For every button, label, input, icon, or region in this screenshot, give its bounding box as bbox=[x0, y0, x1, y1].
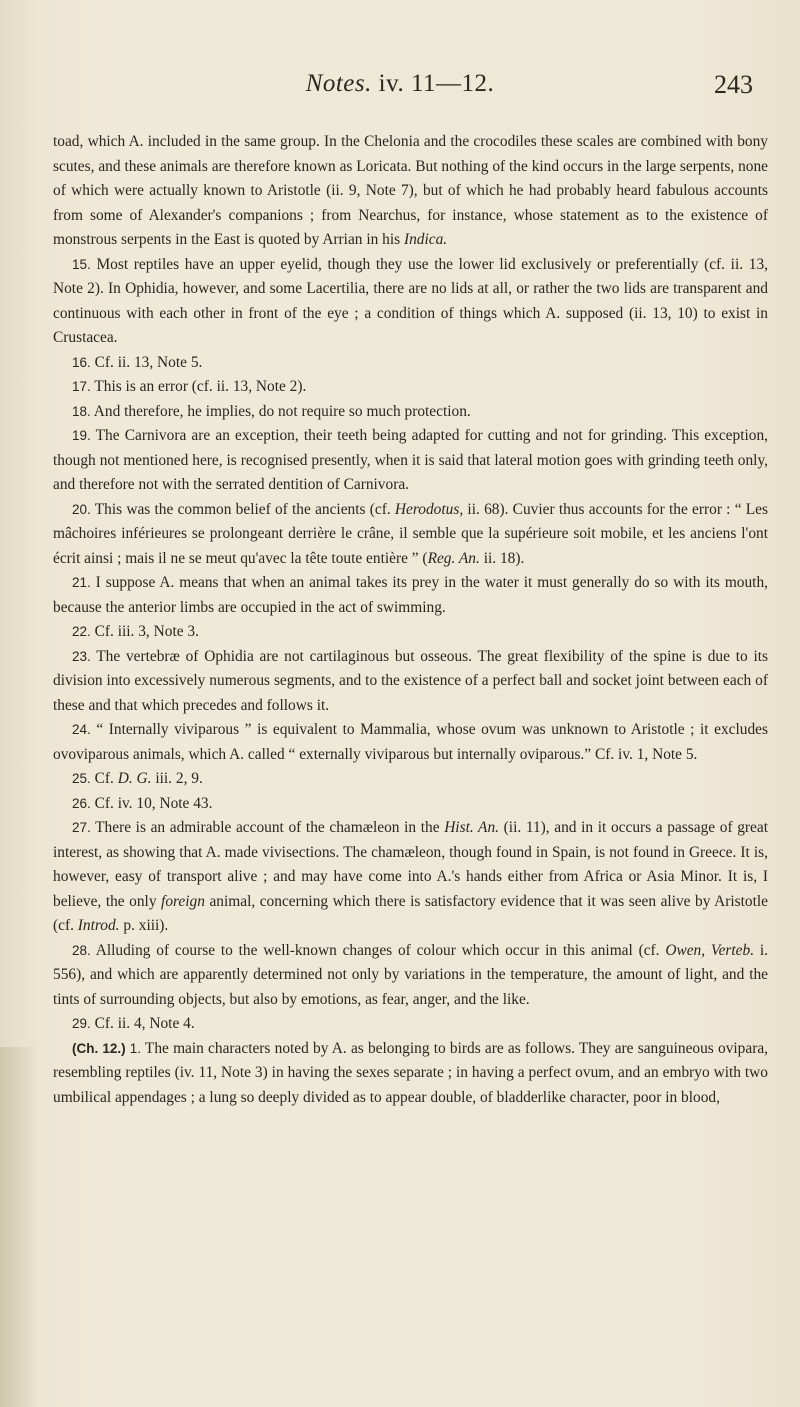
note-text: I suppose A. means that when an animal takes its prey in the water it must generally do so with its mouth, because the anterior limbs are occupied in the act of swimming. bbox=[53, 574, 768, 616]
note-text: (ii. 11), and in it occurs a passage of great interest, as showing that A. made vivisections. The chamæleon, though found in Spain, is not found in Greece. It is, however, easy of transport alive ; and may have come into A.'s hands either from Africa or Asia Minor. It is, I believe, the only bbox=[53, 819, 768, 910]
note-italic: Reg. An. bbox=[427, 549, 480, 567]
note-italic: Introd. bbox=[77, 917, 120, 934]
note-text: The vertebræ of Ophidia are not cartilaginous but osseous. The great flexibility of the spine is due to its division into excessively numerous segments, and to the existence of a perfect ball and socket joint between each of these and that which precedes and follows it. bbox=[53, 647, 768, 714]
note-text: Cf. iv. 10, Note 43. bbox=[90, 794, 213, 812]
note-text: And therefore, he implies, do not require so much protection. bbox=[90, 402, 471, 420]
note-italic: Herodotus, bbox=[394, 500, 464, 518]
note-text: There is an admirable account of the chamæleon in the bbox=[90, 819, 445, 836]
note-continuation bbox=[53, 130, 768, 253]
chapter-marker: (Ch. 12.) bbox=[72, 1040, 126, 1056]
note-22 bbox=[53, 620, 768, 645]
note-text: Alluding of course to the well-known changes of colour which occur in this animal (cf. bbox=[90, 941, 666, 959]
note-text: toad, which A. included in the same group. In the Chelonia and the crocodiles these scales are combined with bony scutes, and these animals are therefore known as Loricata. But nothing of the kind occurs in the large serpents, none of which were actually known to Aristotle (ii. 9, Note 7), but of which he had probably heard fabulous accounts from some of Alexander's companions ; from Nearchus, for instance, whose statement as to the existence of monstrous serpents in the East is quoted by Arrian in his bbox=[53, 133, 768, 248]
note-27 bbox=[53, 816, 768, 939]
note-text: animal, concerning which there is satisfactory evidence that it was seen alive by Aristotle (cf. bbox=[53, 892, 768, 934]
running-head-title-italic: Notes. bbox=[305, 70, 372, 97]
note-number: 26. bbox=[72, 795, 91, 811]
note-number: 23. bbox=[72, 648, 91, 664]
note-number: 19. bbox=[72, 428, 91, 443]
note-text: Most reptiles have an upper eyelid, though they use the lower lid exclusively or preferentially (cf. ii. 13, Note 2). In Ophidia, however, and some Lacertilia, there are no lids at all, or rather the two lids are transparent and continuous with each other in front of the eye ; a condition of things which A. supposed (ii. 13, 10) to exist in Crustacea. bbox=[53, 255, 768, 346]
note-26 bbox=[53, 792, 768, 817]
note-17 bbox=[53, 375, 768, 400]
note-text: The main characters noted by A. as belonging to birds are as follows. They are sanguineous ovipara, resembling reptiles (iv. 11, Note 3) in having the sexes separate ; in having a perfect ovum, and an embryo with two umbilical appendages ; a lung so deeply divided as to appear double, of bladderlike character, poor in blood, bbox=[53, 1039, 768, 1106]
note-number: 1. bbox=[125, 1040, 141, 1056]
note-16 bbox=[53, 351, 768, 376]
running-head-title-rest: iv. 11—12. bbox=[371, 70, 495, 97]
page-number: 243 bbox=[714, 70, 753, 99]
chapter-12-note-1 bbox=[53, 1037, 768, 1111]
note-text: Cf. bbox=[90, 770, 118, 787]
note-number: 27. bbox=[72, 820, 91, 835]
note-text: i. 556), and which are apparently determined not only by variations in the temperature, the amount of light, and the tints of surrounding objects, but also by emotions, as fear, anger, and the like. bbox=[53, 941, 768, 1008]
note-number: 16. bbox=[72, 354, 91, 370]
note-italic: foreign bbox=[161, 892, 205, 910]
running-head-title bbox=[0, 70, 800, 98]
running-head bbox=[0, 66, 800, 106]
note-italic: D. G. bbox=[117, 770, 152, 787]
note-15 bbox=[53, 253, 768, 351]
note-number: 17. bbox=[72, 379, 91, 394]
note-text: p. xiii). bbox=[119, 917, 169, 934]
note-number: 28. bbox=[72, 942, 91, 958]
note-text: ii. 68). Cuvier thus accounts for the error : “ Les mâchoires inférieures se prolongeant derrière le crâne, il semble que la supérieure soit mobile, et les anciens l'ont écrit ainsi ; mais il ne se meut qu'avec la tête toute entière ” ( bbox=[53, 500, 768, 567]
note-text: Cf. iii. 3, Note 3. bbox=[90, 623, 199, 640]
note-number: 22. bbox=[72, 624, 91, 639]
note-italic: Owen, Verteb. bbox=[665, 941, 755, 959]
note-23 bbox=[53, 645, 768, 719]
note-text: Cf. ii. 13, Note 5. bbox=[90, 353, 203, 371]
note-number: 21. bbox=[72, 575, 91, 590]
note-number: 25. bbox=[72, 771, 91, 786]
notes-body bbox=[53, 130, 768, 1110]
note-text: “ Internally viviparous ” is equivalent to Mammalia, whose ovum was unknown to Aristotle ; it excludes ovoviparous animals, which A. called “ externally viviparous but internally oviparous.” Cf. iv. 1, Note 5. bbox=[53, 721, 768, 763]
note-text: iii. 2, 9. bbox=[151, 770, 203, 787]
note-24 bbox=[53, 718, 768, 767]
note-number: 18. bbox=[72, 403, 91, 419]
note-text: The Carnivora are an exception, their teeth being adapted for cutting and not for grinding. This exception, though not mentioned here, is recognised presently, when it is said that lateral motion goes with grinding teeth only, and therefore not with the serrated dentition of Carnivora. bbox=[53, 427, 768, 493]
note-29 bbox=[53, 1012, 768, 1037]
note-19 bbox=[53, 424, 768, 498]
note-number: 29. bbox=[72, 1016, 91, 1031]
note-italic: Indica. bbox=[403, 231, 448, 248]
page-edge-shadow bbox=[0, 1047, 40, 1407]
note-text: This was the common belief of the ancients (cf. bbox=[90, 500, 395, 518]
note-text: Cf. ii. 4, Note 4. bbox=[90, 1015, 195, 1032]
note-21 bbox=[53, 571, 768, 620]
note-20 bbox=[53, 498, 768, 572]
note-18 bbox=[53, 400, 768, 425]
note-number: 24. bbox=[72, 722, 91, 737]
note-italic: Hist. An. bbox=[444, 819, 500, 836]
note-text: ii. 18). bbox=[479, 549, 525, 567]
note-25 bbox=[53, 767, 768, 792]
note-28 bbox=[53, 939, 768, 1013]
note-text: This is an error (cf. ii. 13, Note 2). bbox=[90, 378, 307, 395]
note-number: 20. bbox=[72, 501, 91, 517]
note-number: 15. bbox=[72, 256, 91, 272]
